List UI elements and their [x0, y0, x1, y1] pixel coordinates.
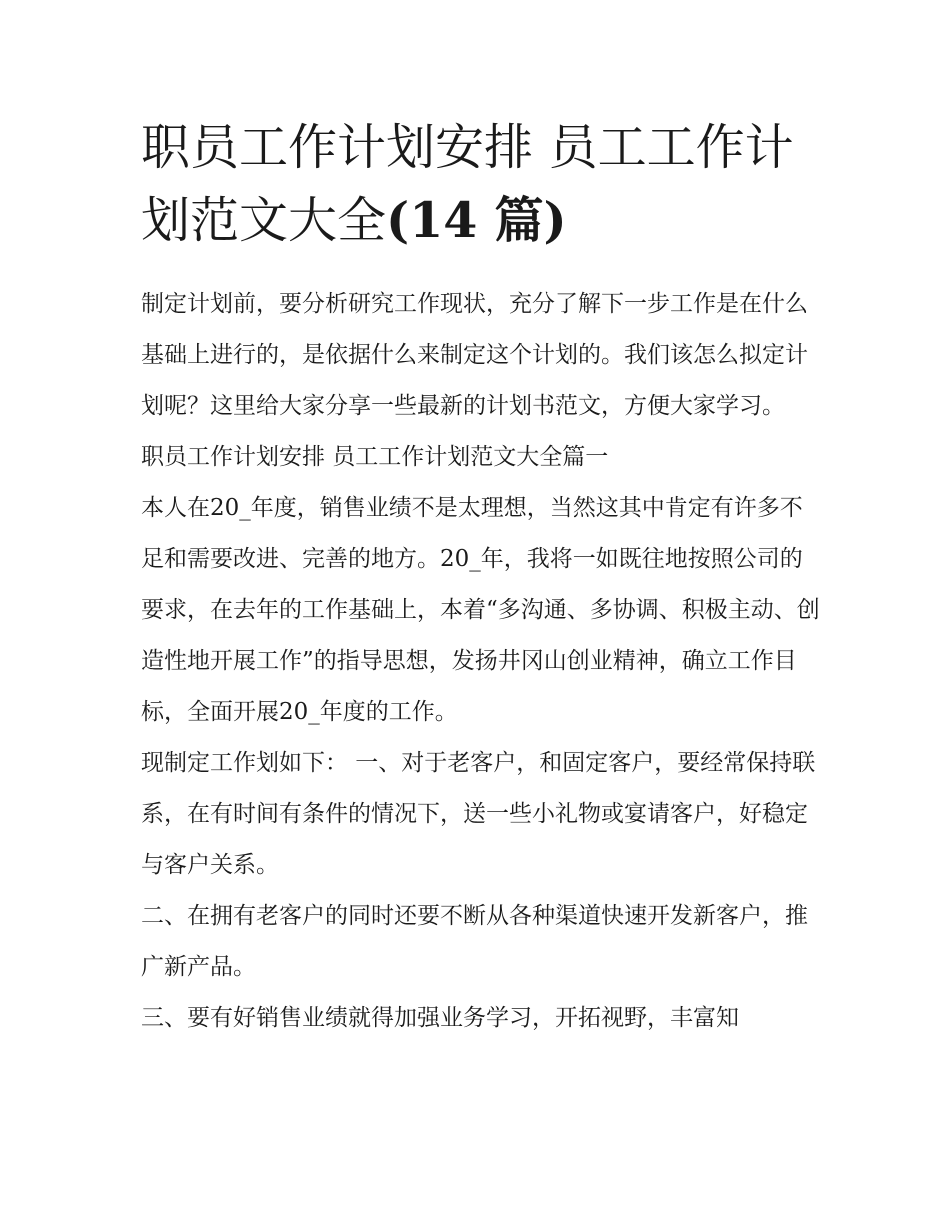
body-paragraph-4: 三、要有好销售业绩就得加强业务学习，开拓视野，丰富知	[141, 1005, 739, 1031]
body-paragraph-1: 本人在20_年度，销售业绩不是太理想，当然这其中肯定有许多不足和需要改进、完善的地方。20_年，我将一如既往地按照公司的要求，在去年的工作基础上，本着“多沟通、多协调、积极主动、创造性地开展工作”的指导思想，发扬井冈山创业精神，确立工作目标，全面开展20_年度的工作。	[141, 495, 820, 725]
title-line-1: 职员工作计划安排 员工工作计	[141, 119, 794, 176]
document-body	[141, 112, 821, 1044]
intro-paragraph: 制定计划前，要分析研究工作现状，充分了解下一步工作是在什么基础上进行的，是依据什么来制定这个计划的。我们该怎么拟定计划呢？这里给大家分享一些最新的计划书范文，方便大家学习。	[141, 291, 808, 419]
section-heading: 职员工作计划安排 员工工作计划范文大全篇一	[141, 444, 609, 470]
body-paragraph-2: 现制定工作划如下： 一、对于老客户，和固定客户，要经常保持联系，在有时间有条件的情况下，送一些小礼物或宴请客户，好稳定与客户关系。	[141, 750, 816, 878]
title-line-2-prefix: 划范文大全	[141, 192, 387, 249]
title-line-2-suffix: (14 篇)	[386, 191, 567, 249]
body-paragraph-3: 二、在拥有老客户的同时还要不断从各种渠道快速开发新客户，推广新产品。	[141, 903, 808, 980]
document-title	[141, 112, 821, 257]
